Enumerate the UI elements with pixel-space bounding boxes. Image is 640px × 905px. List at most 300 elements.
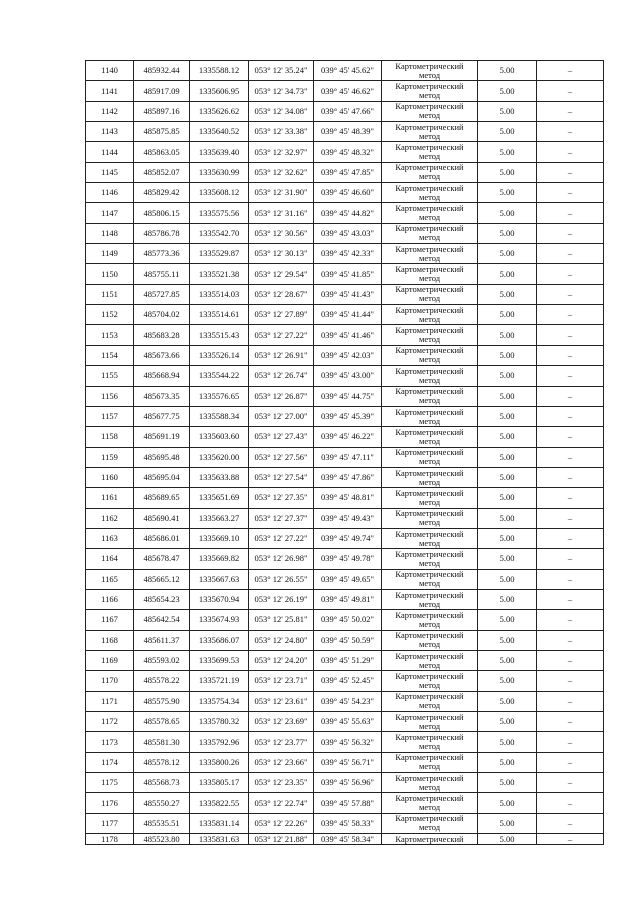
method-line-1: Картометрический	[395, 630, 464, 641]
latitude-cell: 053° 12' 27.54"	[249, 467, 314, 487]
point-number-cell: 1161	[86, 488, 134, 508]
accuracy-cell: 5.00	[478, 61, 537, 81]
latitude-cell: 053° 12' 23.66"	[249, 752, 314, 772]
table-row	[86, 81, 604, 101]
description-cell: –	[537, 752, 604, 772]
accuracy-cell: 5.00	[478, 813, 537, 833]
method-line-1: Картометрический	[395, 772, 464, 783]
method-cell	[382, 427, 478, 447]
latitude-cell: 053° 12' 25.81"	[249, 610, 314, 630]
method-cell	[382, 122, 478, 142]
longitude-cell: 039° 45' 50.59"	[314, 630, 382, 650]
point-number-cell: 1159	[86, 447, 134, 467]
method-line-2: метод	[418, 639, 441, 650]
y-coordinate-cell: 1335831.14	[190, 813, 249, 833]
method-line-2: метод	[418, 496, 441, 507]
table-row	[86, 691, 604, 711]
method-line-2: метод	[418, 802, 441, 813]
method-line-1: Картометрический	[395, 447, 464, 458]
longitude-cell: 039° 45' 58.33"	[314, 813, 382, 833]
table-row	[86, 834, 604, 845]
latitude-cell: 053° 12' 27.35"	[249, 488, 314, 508]
longitude-cell: 039° 45' 51.29"	[314, 650, 382, 670]
latitude-cell: 053° 12' 27.43"	[249, 427, 314, 447]
method-line-2: метод	[418, 761, 441, 772]
method-line-1: Картометрический	[395, 182, 464, 193]
method-cell	[382, 569, 478, 589]
accuracy-cell: 5.00	[478, 366, 537, 386]
method-line-1: Картометрический	[395, 386, 464, 397]
y-coordinate-cell: 1335699.53	[190, 650, 249, 670]
y-coordinate-cell: 1335588.34	[190, 406, 249, 426]
longitude-cell: 039° 45' 48.39"	[314, 122, 382, 142]
point-number-cell: 1158	[86, 427, 134, 447]
method-cell	[382, 691, 478, 711]
longitude-cell: 039° 45' 46.60"	[314, 183, 382, 203]
description-cell: –	[537, 142, 604, 162]
method-line-1: Картометрический	[395, 223, 464, 234]
accuracy-cell: 5.00	[478, 508, 537, 528]
longitude-cell: 039° 45' 46.22"	[314, 427, 382, 447]
y-coordinate-cell: 1335514.03	[190, 284, 249, 304]
description-cell: –	[537, 305, 604, 325]
table-row	[86, 528, 604, 548]
method-cell	[382, 549, 478, 569]
x-coordinate-cell: 485686.01	[134, 528, 190, 548]
y-coordinate-cell: 1335514.61	[190, 305, 249, 325]
method-line-2: метод	[418, 252, 441, 263]
table-row	[86, 223, 604, 243]
y-coordinate-cell: 1335686.07	[190, 630, 249, 650]
method-line-2: метод	[418, 700, 441, 711]
method-line-2: метод	[418, 313, 441, 324]
method-cell	[382, 203, 478, 223]
latitude-cell: 053° 12' 24.80"	[249, 630, 314, 650]
longitude-cell: 039° 45' 49.65"	[314, 569, 382, 589]
longitude-cell: 039° 45' 50.02"	[314, 610, 382, 630]
method-cell	[382, 305, 478, 325]
longitude-cell: 039° 45' 47.11"	[314, 447, 382, 467]
point-number-cell: 1166	[86, 589, 134, 609]
accuracy-cell: 5.00	[478, 773, 537, 793]
accuracy-cell: 5.00	[478, 712, 537, 732]
point-number-cell: 1156	[86, 386, 134, 406]
latitude-cell: 053° 12' 24.20"	[249, 650, 314, 670]
description-cell: –	[537, 264, 604, 284]
x-coordinate-cell: 485773.36	[134, 244, 190, 264]
x-coordinate-cell: 485535.51	[134, 813, 190, 833]
method-line-2: метод	[418, 618, 441, 629]
y-coordinate-cell: 1335529.87	[190, 244, 249, 264]
accuracy-cell: 5.00	[478, 325, 537, 345]
latitude-cell: 053° 12' 27.89"	[249, 305, 314, 325]
longitude-cell: 039° 45' 41.46"	[314, 325, 382, 345]
method-line-1: Картометрический	[395, 264, 464, 275]
method-line-1: Картометрический	[395, 650, 464, 661]
longitude-cell: 039° 45' 46.62"	[314, 81, 382, 101]
description-cell: –	[537, 284, 604, 304]
longitude-cell: 039° 45' 41.43"	[314, 284, 382, 304]
method-cell	[382, 366, 478, 386]
y-coordinate-cell: 1335626.62	[190, 101, 249, 121]
x-coordinate-cell: 485932.44	[134, 61, 190, 81]
point-number-cell: 1141	[86, 81, 134, 101]
longitude-cell: 039° 45' 47.85"	[314, 162, 382, 182]
table-row	[86, 569, 604, 589]
y-coordinate-cell: 1335651.69	[190, 488, 249, 508]
method-cell	[382, 142, 478, 162]
latitude-cell: 053° 12' 34.08"	[249, 101, 314, 121]
description-cell: –	[537, 813, 604, 833]
method-line-1: Картометрический	[395, 121, 464, 132]
y-coordinate-cell: 1335831.63	[190, 834, 249, 845]
method-line-2: метод	[418, 151, 441, 162]
description-cell: –	[537, 386, 604, 406]
description-cell: –	[537, 244, 604, 264]
longitude-cell: 039° 45' 41.85"	[314, 264, 382, 284]
point-number-cell: 1177	[86, 813, 134, 833]
latitude-cell: 053° 12' 23.71"	[249, 671, 314, 691]
x-coordinate-cell: 485755.11	[134, 264, 190, 284]
latitude-cell: 053° 12' 34.73"	[249, 81, 314, 101]
point-number-cell: 1149	[86, 244, 134, 264]
accuracy-cell: 5.00	[478, 650, 537, 670]
x-coordinate-cell: 485550.27	[134, 793, 190, 813]
method-cell	[382, 183, 478, 203]
longitude-cell: 039° 45' 47.86"	[314, 467, 382, 487]
accuracy-cell: 5.00	[478, 122, 537, 142]
x-coordinate-cell: 485806.15	[134, 203, 190, 223]
description-cell: –	[537, 345, 604, 365]
x-coordinate-cell: 485917.09	[134, 81, 190, 101]
point-number-cell: 1140	[86, 61, 134, 81]
method-cell	[382, 345, 478, 365]
table-row	[86, 549, 604, 569]
method-line-1: Картометрический	[395, 426, 464, 437]
y-coordinate-cell: 1335670.94	[190, 589, 249, 609]
longitude-cell: 039° 45' 52.45"	[314, 671, 382, 691]
accuracy-cell: 5.00	[478, 345, 537, 365]
y-coordinate-cell: 1335639.40	[190, 142, 249, 162]
method-cell	[382, 101, 478, 121]
description-cell: –	[537, 488, 604, 508]
x-coordinate-cell: 485578.22	[134, 671, 190, 691]
table-row	[86, 325, 604, 345]
accuracy-cell: 5.00	[478, 488, 537, 508]
method-line-2: метод	[418, 659, 441, 670]
latitude-cell: 053° 12' 31.16"	[249, 203, 314, 223]
description-cell: –	[537, 447, 604, 467]
latitude-cell: 053° 12' 26.87"	[249, 386, 314, 406]
y-coordinate-cell: 1335667.63	[190, 569, 249, 589]
y-coordinate-cell: 1335663.27	[190, 508, 249, 528]
y-coordinate-cell: 1335608.12	[190, 183, 249, 203]
point-number-cell: 1175	[86, 773, 134, 793]
longitude-cell: 039° 45' 45.62"	[314, 61, 382, 81]
description-cell: –	[537, 183, 604, 203]
x-coordinate-cell: 485727.85	[134, 284, 190, 304]
y-coordinate-cell: 1335754.34	[190, 691, 249, 711]
accuracy-cell: 5.00	[478, 386, 537, 406]
method-line-2: метод	[418, 537, 441, 548]
description-cell: –	[537, 223, 604, 243]
longitude-cell: 039° 45' 44.75"	[314, 386, 382, 406]
method-line-1: Картометрический	[395, 508, 464, 519]
method-line-2: метод	[418, 517, 441, 528]
latitude-cell: 053° 12' 26.91"	[249, 345, 314, 365]
x-coordinate-cell: 485875.85	[134, 122, 190, 142]
description-cell: –	[537, 81, 604, 101]
table-row	[86, 589, 604, 609]
longitude-cell: 039° 45' 47.66"	[314, 101, 382, 121]
description-cell: –	[537, 793, 604, 813]
x-coordinate-cell: 485852.07	[134, 162, 190, 182]
description-cell: –	[537, 773, 604, 793]
latitude-cell: 053° 12' 26.98"	[249, 549, 314, 569]
method-line-1: Картометрический	[395, 609, 464, 620]
accuracy-cell: 5.00	[478, 284, 537, 304]
method-line-2: метод	[418, 781, 441, 792]
method-cell	[382, 508, 478, 528]
method-line-2: метод	[418, 191, 441, 202]
x-coordinate-cell: 485677.75	[134, 406, 190, 426]
y-coordinate-cell: 1335526.14	[190, 345, 249, 365]
method-cell	[382, 386, 478, 406]
method-cell	[382, 81, 478, 101]
latitude-cell: 053° 12' 30.56"	[249, 223, 314, 243]
description-cell: –	[537, 427, 604, 447]
x-coordinate-cell: 485673.66	[134, 345, 190, 365]
accuracy-cell: 5.00	[478, 793, 537, 813]
x-coordinate-cell: 485578.12	[134, 752, 190, 772]
point-number-cell: 1164	[86, 549, 134, 569]
accuracy-cell: 5.00	[478, 427, 537, 447]
method-cell	[382, 752, 478, 772]
method-cell	[382, 488, 478, 508]
method-line-2: метод	[418, 171, 441, 182]
table-row	[86, 732, 604, 752]
longitude-cell: 039° 45' 41.44"	[314, 305, 382, 325]
point-number-cell: 1165	[86, 569, 134, 589]
y-coordinate-cell: 1335588.12	[190, 61, 249, 81]
accuracy-cell: 5.00	[478, 834, 537, 845]
point-number-cell: 1160	[86, 467, 134, 487]
method-line-1: Картометрический	[395, 203, 464, 214]
method-line-1: Картометрический	[395, 732, 464, 743]
y-coordinate-cell: 1335780.32	[190, 712, 249, 732]
method-line-1: Картометрический	[395, 81, 464, 92]
method-line-2: метод	[418, 578, 441, 589]
method-cell	[382, 447, 478, 467]
description-cell: –	[537, 366, 604, 386]
method-line-1: Картометрический	[395, 60, 464, 71]
method-line-2: метод	[418, 557, 441, 568]
method-cell	[382, 467, 478, 487]
description-cell: –	[537, 122, 604, 142]
method-line-1: Картометрический	[395, 284, 464, 295]
table-row	[86, 447, 604, 467]
table-row	[86, 203, 604, 223]
accuracy-cell: 5.00	[478, 671, 537, 691]
description-cell: –	[537, 61, 604, 81]
method-line-1: Картометрический	[395, 589, 464, 600]
table-row	[86, 264, 604, 284]
x-coordinate-cell: 485575.90	[134, 691, 190, 711]
description-cell: –	[537, 630, 604, 650]
description-cell: –	[537, 569, 604, 589]
method-line-1: Картометрический	[395, 162, 464, 173]
longitude-cell: 039° 45' 57.88"	[314, 793, 382, 813]
latitude-cell: 053° 12' 27.56"	[249, 447, 314, 467]
latitude-cell: 053° 12' 22.74"	[249, 793, 314, 813]
table-row	[86, 508, 604, 528]
accuracy-cell: 5.00	[478, 691, 537, 711]
method-line-1: Картометрический	[395, 569, 464, 580]
point-number-cell: 1155	[86, 366, 134, 386]
method-line-2: метод	[418, 435, 441, 446]
point-number-cell: 1147	[86, 203, 134, 223]
table-row	[86, 650, 604, 670]
method-cell	[382, 671, 478, 691]
longitude-cell: 039° 45' 44.82"	[314, 203, 382, 223]
method-line-1: Картометрический	[395, 467, 464, 478]
point-number-cell: 1163	[86, 528, 134, 548]
longitude-cell: 039° 45' 48.32"	[314, 142, 382, 162]
method-line-1: Картометрический	[395, 365, 464, 376]
method-cell	[382, 773, 478, 793]
table-row	[86, 406, 604, 426]
x-coordinate-cell: 485691.19	[134, 427, 190, 447]
x-coordinate-cell: 485704.02	[134, 305, 190, 325]
x-coordinate-cell: 485863.05	[134, 142, 190, 162]
accuracy-cell: 5.00	[478, 610, 537, 630]
point-number-cell: 1173	[86, 732, 134, 752]
y-coordinate-cell: 1335805.17	[190, 773, 249, 793]
longitude-cell: 039° 45' 56.71"	[314, 752, 382, 772]
method-cell	[382, 630, 478, 650]
description-cell: –	[537, 528, 604, 548]
accuracy-cell: 5.00	[478, 549, 537, 569]
accuracy-cell: 5.00	[478, 630, 537, 650]
table-row	[86, 345, 604, 365]
table-row	[86, 284, 604, 304]
method-cell	[382, 264, 478, 284]
accuracy-cell: 5.00	[478, 203, 537, 223]
table-body	[86, 61, 604, 845]
method-line-2: метод	[418, 90, 441, 101]
x-coordinate-cell: 485829.42	[134, 183, 190, 203]
longitude-cell: 039° 45' 48.81"	[314, 488, 382, 508]
method-line-2: метод	[418, 456, 441, 467]
point-number-cell: 1172	[86, 712, 134, 732]
method-cell	[382, 406, 478, 426]
table-row	[86, 712, 604, 732]
point-number-cell: 1170	[86, 671, 134, 691]
method-line-2: метод	[418, 720, 441, 731]
y-coordinate-cell: 1335640.52	[190, 122, 249, 142]
method-line-2: метод	[418, 110, 441, 121]
method-line-2: метод	[418, 212, 441, 223]
accuracy-cell: 5.00	[478, 162, 537, 182]
table-row	[86, 183, 604, 203]
point-number-cell: 1150	[86, 264, 134, 284]
x-coordinate-cell: 485690.41	[134, 508, 190, 528]
accuracy-cell: 5.00	[478, 101, 537, 121]
method-line-1: Картометрический	[395, 793, 464, 804]
method-cell	[382, 244, 478, 264]
latitude-cell: 053° 12' 30.13"	[249, 244, 314, 264]
latitude-cell: 053° 12' 27.00"	[249, 406, 314, 426]
y-coordinate-cell: 1335542.70	[190, 223, 249, 243]
point-number-cell: 1176	[86, 793, 134, 813]
longitude-cell: 039° 45' 54.23"	[314, 691, 382, 711]
x-coordinate-cell: 485581.30	[134, 732, 190, 752]
x-coordinate-cell: 485593.02	[134, 650, 190, 670]
longitude-cell: 039° 45' 49.43"	[314, 508, 382, 528]
method-line-1: Картометрический	[395, 691, 464, 702]
method-cell	[382, 712, 478, 732]
table-row	[86, 813, 604, 833]
method-cell	[382, 813, 478, 833]
point-number-cell: 1168	[86, 630, 134, 650]
x-coordinate-cell: 485683.28	[134, 325, 190, 345]
method-cell	[382, 732, 478, 752]
description-cell: –	[537, 508, 604, 528]
point-number-cell: 1151	[86, 284, 134, 304]
method-line-2: метод	[418, 334, 441, 345]
y-coordinate-cell: 1335515.43	[190, 325, 249, 345]
x-coordinate-cell: 485695.04	[134, 467, 190, 487]
point-number-cell: 1167	[86, 610, 134, 630]
description-cell: –	[537, 549, 604, 569]
x-coordinate-cell: 485786.78	[134, 223, 190, 243]
description-cell: –	[537, 712, 604, 732]
latitude-cell: 053° 12' 26.74"	[249, 366, 314, 386]
x-coordinate-cell: 485668.94	[134, 366, 190, 386]
accuracy-cell: 5.00	[478, 752, 537, 772]
point-number-cell: 1145	[86, 162, 134, 182]
y-coordinate-cell: 1335669.10	[190, 528, 249, 548]
description-cell: –	[537, 162, 604, 182]
description-cell: –	[537, 406, 604, 426]
method-line-1: Картометрический	[395, 101, 464, 112]
accuracy-cell: 5.00	[478, 264, 537, 284]
table-row	[86, 793, 604, 813]
latitude-cell: 053° 12' 23.61"	[249, 691, 314, 711]
method-line-1: Картометрический	[395, 670, 464, 681]
y-coordinate-cell: 1335669.82	[190, 549, 249, 569]
description-cell: –	[537, 467, 604, 487]
y-coordinate-cell: 1335800.26	[190, 752, 249, 772]
method-line-2: метод	[418, 395, 441, 406]
table-row	[86, 630, 604, 650]
method-cell	[382, 610, 478, 630]
point-number-cell: 1171	[86, 691, 134, 711]
latitude-cell: 053° 12' 27.22"	[249, 325, 314, 345]
description-cell: –	[537, 610, 604, 630]
method-line-1: Картометрический	[395, 487, 464, 498]
accuracy-cell: 5.00	[478, 305, 537, 325]
accuracy-cell: 5.00	[478, 223, 537, 243]
x-coordinate-cell: 485642.54	[134, 610, 190, 630]
accuracy-cell: 5.00	[478, 732, 537, 752]
table-row	[86, 773, 604, 793]
method-line-1: Картометрический	[395, 243, 464, 254]
description-cell: –	[537, 589, 604, 609]
latitude-cell: 053° 12' 22.26"	[249, 813, 314, 833]
point-number-cell: 1144	[86, 142, 134, 162]
point-number-cell: 1178	[86, 834, 134, 845]
